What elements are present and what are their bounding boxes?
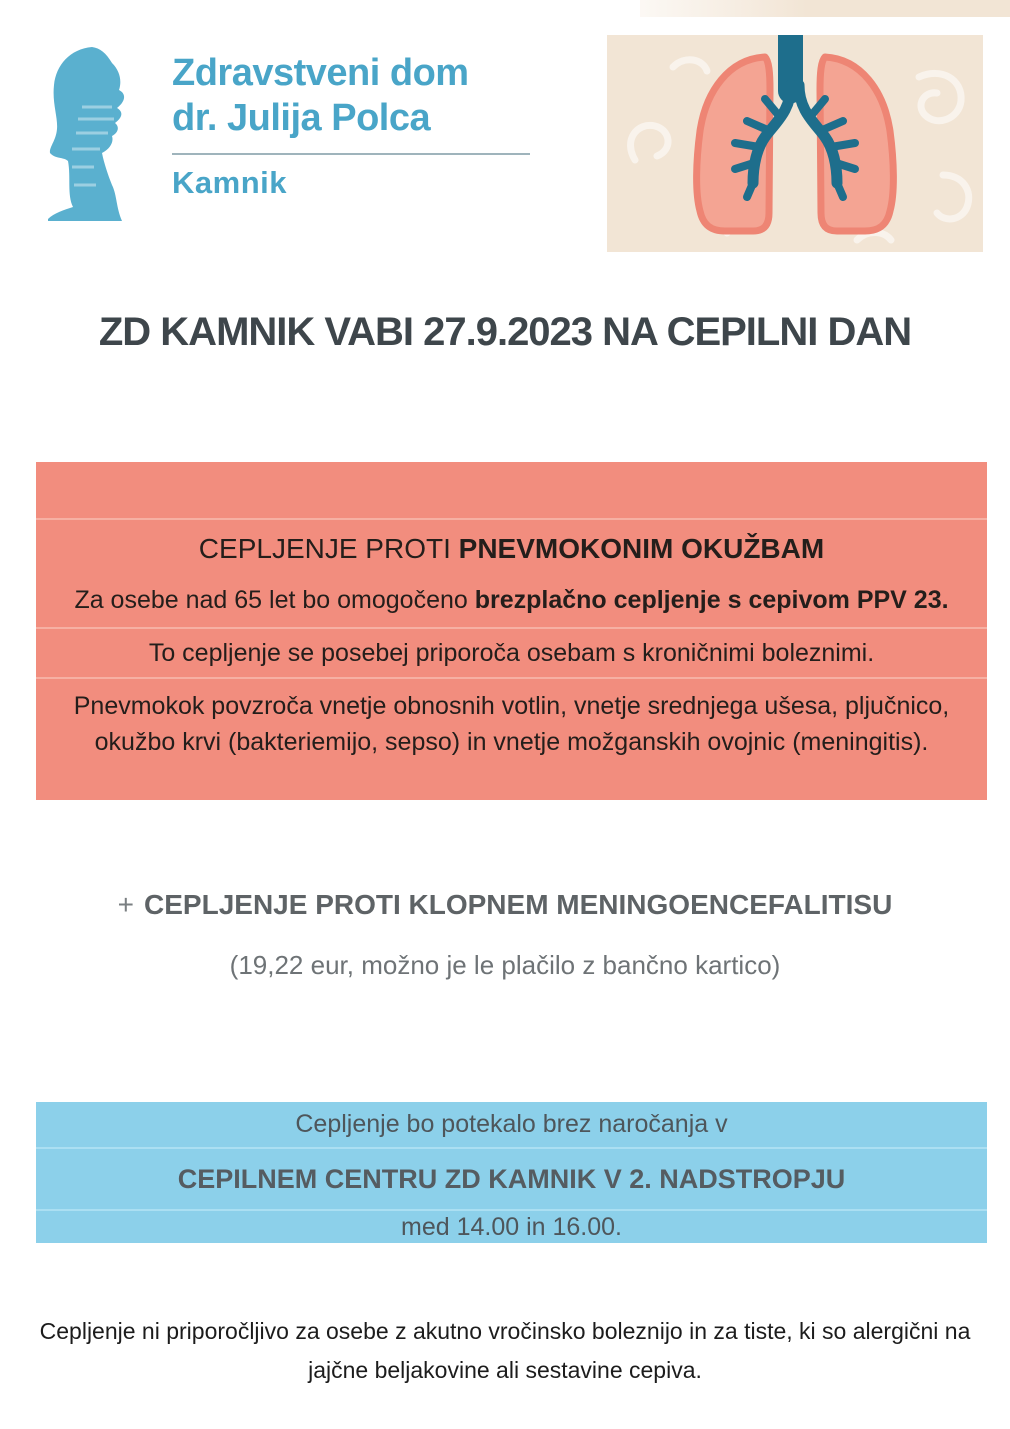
tbe-heading-text: CEPLJENJE PROTI KLOPNEM MENINGOENCEFALITISU (144, 889, 893, 920)
logo-divider (172, 153, 530, 155)
schedule-intro: Cepljenje bo potekalo brez naročanja v (295, 1110, 728, 1138)
logo-text-block (172, 45, 530, 201)
pneumococcal-info-box (36, 462, 987, 800)
pneumo-eligibility-bold: brezplačno cepljenje s cepivom PPV 23. (474, 585, 949, 614)
tbe-heading (0, 889, 1010, 921)
tbe-price-note: (19,22 eur, možno je le plačilo z bančno kartico) (229, 950, 781, 980)
page-title: ZD KAMNIK VABI 27.9.2023 NA CEPILNI DAN (98, 310, 912, 354)
tbe-plus-sign: + (117, 889, 135, 920)
head-silhouette-icon (42, 45, 138, 221)
clinic-logo (42, 45, 530, 221)
logo-org-name (172, 51, 530, 141)
logo-org-line2: dr. Julija Polca (172, 97, 431, 139)
pneumo-recommendation: To cepljenje se posebej priporoča osebam s kroničnimi boleznimi. (148, 638, 875, 667)
pneumo-eligibility-line (36, 586, 987, 615)
logo-org-line1: Zdravstveni dom (172, 52, 469, 94)
pneumo-heading-bold: PNEVMOKONIM OKUŽBAM (458, 532, 825, 564)
schedule-time: med 14.00 in 16.00. (36, 1209, 987, 1243)
illustration-top-sliver (640, 0, 1010, 17)
schedule-location: CEPILNEM CENTRU ZD KAMNIK V 2. NADSTROPJU (36, 1147, 987, 1209)
pneumo-description-row (36, 677, 987, 800)
pneumo-heading-row (36, 518, 987, 627)
lungs-illustration (607, 35, 983, 252)
pneumo-description: Pnevmokok povzroča vnetje obnosnih votlin, vnetje srednjega ušesa, pljučnico, okužbo krvi (bakteriemijo, sepso) in vnetje možganskih ovojnic (meningitis). (73, 692, 950, 756)
pneumo-spacer-row (36, 462, 987, 518)
pneumo-recommendation-row (36, 627, 987, 677)
schedule-box (36, 1102, 987, 1243)
logo-city: Kamnik (172, 165, 287, 200)
pneumo-heading (36, 533, 987, 565)
footer-warning-note: Cepljenje ni priporočljivo za osebe z akutno vročinsko boleznijo in za tiste, ki so alergični na jajčne beljakovine ali sestavine cepiva. (39, 1318, 971, 1383)
pneumo-heading-regular: CEPLJENJE PROTI (198, 532, 459, 564)
pneumo-eligibility-regular: Za osebe nad 65 let bo omogočeno (74, 585, 475, 614)
